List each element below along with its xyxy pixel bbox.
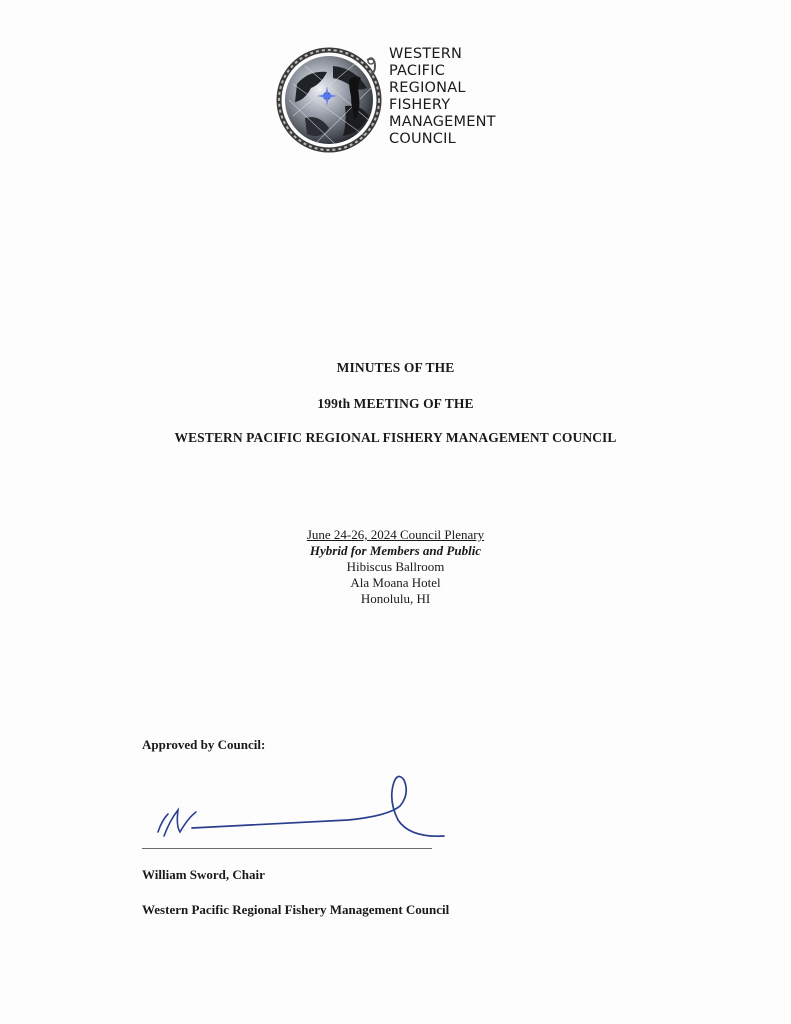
logo-line: MANAGEMENT [389, 114, 496, 130]
title-council-name: WESTERN PACIFIC REGIONAL FISHERY MANAGEMENT COUNCIL [174, 430, 617, 445]
logo-line: PACIFIC [389, 63, 446, 79]
meeting-city: Honolulu, HI [360, 591, 431, 606]
meeting-details [0, 527, 791, 607]
meeting-format: Hybrid for Members and Public [309, 543, 482, 558]
signature-line [142, 848, 432, 849]
meeting-hotel: Ala Moana Hotel [350, 575, 441, 590]
title-minutes: MINUTES OF THE [336, 360, 455, 375]
meeting-dates: June 24-26, 2024 Council Plenary [306, 527, 485, 542]
logo-line: COUNCIL [389, 131, 456, 147]
signer-organization: Western Pacific Regional Fishery Management Council [142, 902, 450, 917]
council-logo [275, 44, 535, 159]
handwritten-signature [148, 770, 458, 850]
logo-line: FISHERY [389, 97, 451, 113]
approved-label: Approved by Council: [142, 737, 266, 752]
signer-name: William Sword, Chair [142, 867, 265, 882]
title-meeting-number: 199th MEETING OF THE [317, 396, 474, 411]
logo-line: WESTERN [389, 46, 463, 62]
council-logo-text [389, 46, 496, 148]
globe-seal-icon [275, 44, 385, 154]
meeting-room: Hibiscus Ballroom [346, 559, 445, 574]
logo-line: REGIONAL [389, 80, 466, 96]
